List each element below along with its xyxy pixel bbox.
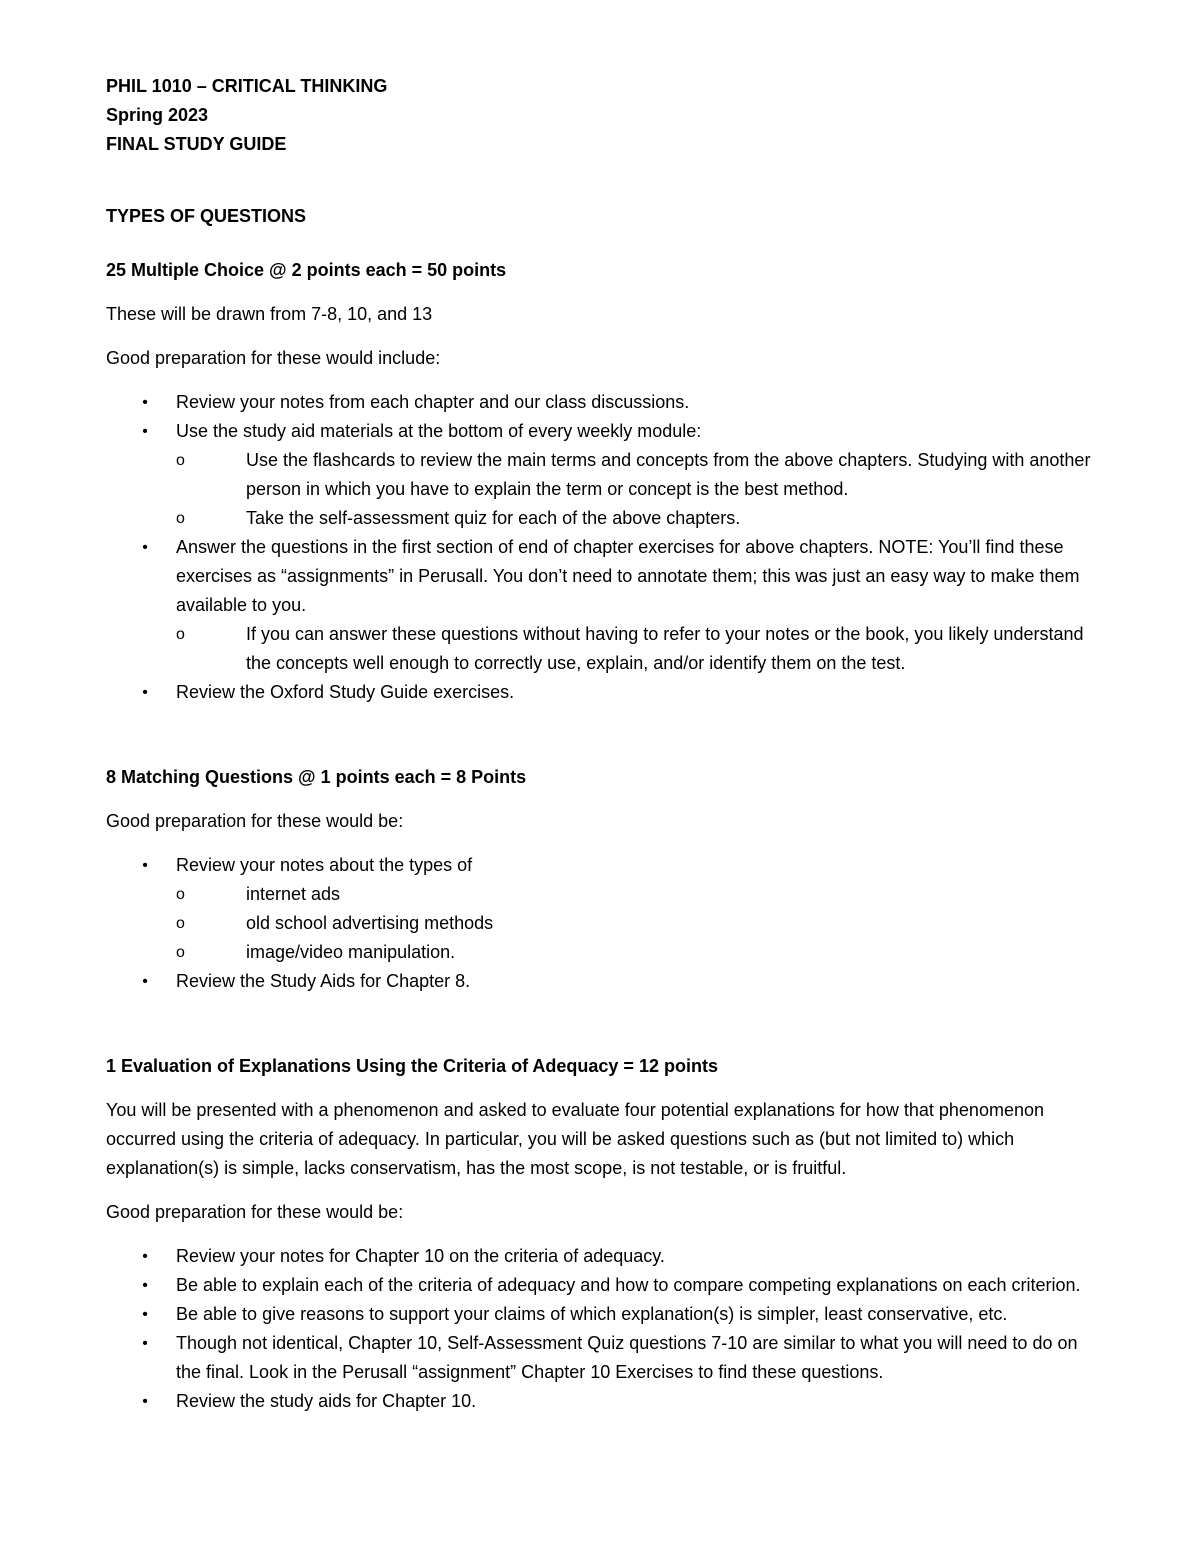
list-item (106, 1329, 1106, 1387)
list-item (106, 1387, 1106, 1416)
document-header (106, 72, 1106, 159)
list-item-text: Though not identical, Chapter 10, Self-Assessment Quiz questions 7-10 are similar to what you will need to do on the final. Look in the Perusall “assignment” Chapter 10 Exercises to find these questions. (176, 1333, 1078, 1382)
list-item-text: Be able to explain each of the criteria of adequacy and how to compare competing explanations on each criterion. (176, 1275, 1081, 1295)
bullet-marker: • (142, 539, 148, 556)
sub-bullet-marker: o (176, 452, 185, 469)
list-item-text: Be able to give reasons to support your claims of which explanation(s) is simpler, least conservative, etc. (176, 1304, 1008, 1324)
sub-bullet-list (176, 446, 1106, 533)
bullet-marker: • (142, 1248, 148, 1265)
sub-bullet-list (176, 880, 1106, 967)
sub-list-item-text: image/video manipulation. (246, 942, 456, 962)
study-guide-page (106, 72, 1106, 1416)
list-item (106, 851, 1106, 967)
bullet-list (106, 388, 1106, 707)
sub-list-item-text: Take the self-assessment quiz for each of the above chapters. (246, 508, 741, 528)
list-item (106, 388, 1106, 417)
bullet-list (106, 1242, 1106, 1416)
sub-bullet-marker: o (176, 626, 185, 643)
drawn-from-text: These will be drawn from 7-8, 10, and 13 (106, 304, 433, 324)
sub-list-item (176, 909, 1106, 938)
sub-list-item (176, 504, 1106, 533)
prep-intro: Good preparation for these would be: (106, 1202, 404, 1222)
bullet-marker: • (142, 394, 148, 411)
evaluation-description: You will be presented with a phenomenon and asked to evaluate four potential explanations for how that phenomenon occurred using the criteria of adequacy. In particular, you will be asked questions such as (but not limited to) which explanation(s) is simple, lacks conservatism, has the most scope, is not testable, or is fruitful. (106, 1100, 1044, 1178)
list-item-text: Review the study aids for Chapter 10. (176, 1391, 477, 1411)
sub-bullet-marker: o (176, 944, 185, 961)
sub-bullet-marker: o (176, 886, 185, 903)
bullet-marker: • (142, 684, 148, 701)
evaluation-section (106, 1052, 1106, 1416)
term-label: Spring 2023 (106, 105, 209, 125)
matching-section (106, 763, 1106, 996)
types-of-questions-heading: TYPES OF QUESTIONS (106, 206, 307, 226)
list-item-text: Use the study aid materials at the bottom of every weekly module: (176, 421, 702, 441)
bullet-marker: • (142, 1393, 148, 1410)
course-title: PHIL 1010 – CRITICAL THINKING (106, 76, 388, 96)
list-item (106, 1271, 1106, 1300)
bullet-list (106, 851, 1106, 996)
list-item-text: Review your notes about the types of (176, 855, 473, 875)
sub-list-item (176, 880, 1106, 909)
sub-list-item-text: Use the flashcards to review the main terms and concepts from the above chapters. Studying with another person in which you have to explain the term or concept is the best method. (246, 450, 1091, 499)
prep-intro: Good preparation for these would be: (106, 811, 404, 831)
section-heading-multiple-choice: 25 Multiple Choice @ 2 points each = 50 points (106, 260, 507, 280)
sub-list-item-text: If you can answer these questions without having to refer to your notes or the book, you likely understand the concepts well enough to correctly use, explain, and/or identify them on the test. (246, 624, 1084, 673)
multiple-choice-section (106, 256, 1106, 707)
list-item (106, 533, 1106, 678)
list-item-text: Answer the questions in the first section of end of chapter exercises for above chapters. NOTE: You’ll find these exercises as “assignments” in Perusall. You don’t need to annotate them; this was just an easy way to make them available to you. (176, 537, 1080, 615)
list-item (106, 417, 1106, 533)
sub-bullet-marker: o (176, 510, 185, 527)
bullet-marker: • (142, 973, 148, 990)
list-item-text: Review your notes for Chapter 10 on the criteria of adequacy. (176, 1246, 665, 1266)
list-item (106, 967, 1106, 996)
prep-intro: Good preparation for these would include: (106, 348, 441, 368)
sub-list-item (176, 620, 1106, 678)
list-item (106, 678, 1106, 707)
list-item-text: Review your notes from each chapter and our class discussions. (176, 392, 690, 412)
section-heading-matching: 8 Matching Questions @ 1 points each = 8 Points (106, 767, 527, 787)
document-title: FINAL STUDY GUIDE (106, 134, 287, 154)
sub-list-item-text: old school advertising methods (246, 913, 494, 933)
sub-bullet-marker: o (176, 915, 185, 932)
bullet-marker: • (142, 1277, 148, 1294)
list-item-text: Review the Oxford Study Guide exercises. (176, 682, 515, 702)
bullet-marker: • (142, 857, 148, 874)
sub-list-item-text: internet ads (246, 884, 341, 904)
sub-list-item (176, 446, 1106, 504)
bullet-marker: • (142, 1306, 148, 1323)
list-item (106, 1242, 1106, 1271)
list-item (106, 1300, 1106, 1329)
sub-list-item (176, 938, 1106, 967)
bullet-marker: • (142, 423, 148, 440)
bullet-marker: • (142, 1335, 148, 1352)
list-item-text: Review the Study Aids for Chapter 8. (176, 971, 471, 991)
sub-bullet-list (176, 620, 1106, 678)
section-heading-evaluation: 1 Evaluation of Explanations Using the Criteria of Adequacy = 12 points (106, 1056, 718, 1076)
